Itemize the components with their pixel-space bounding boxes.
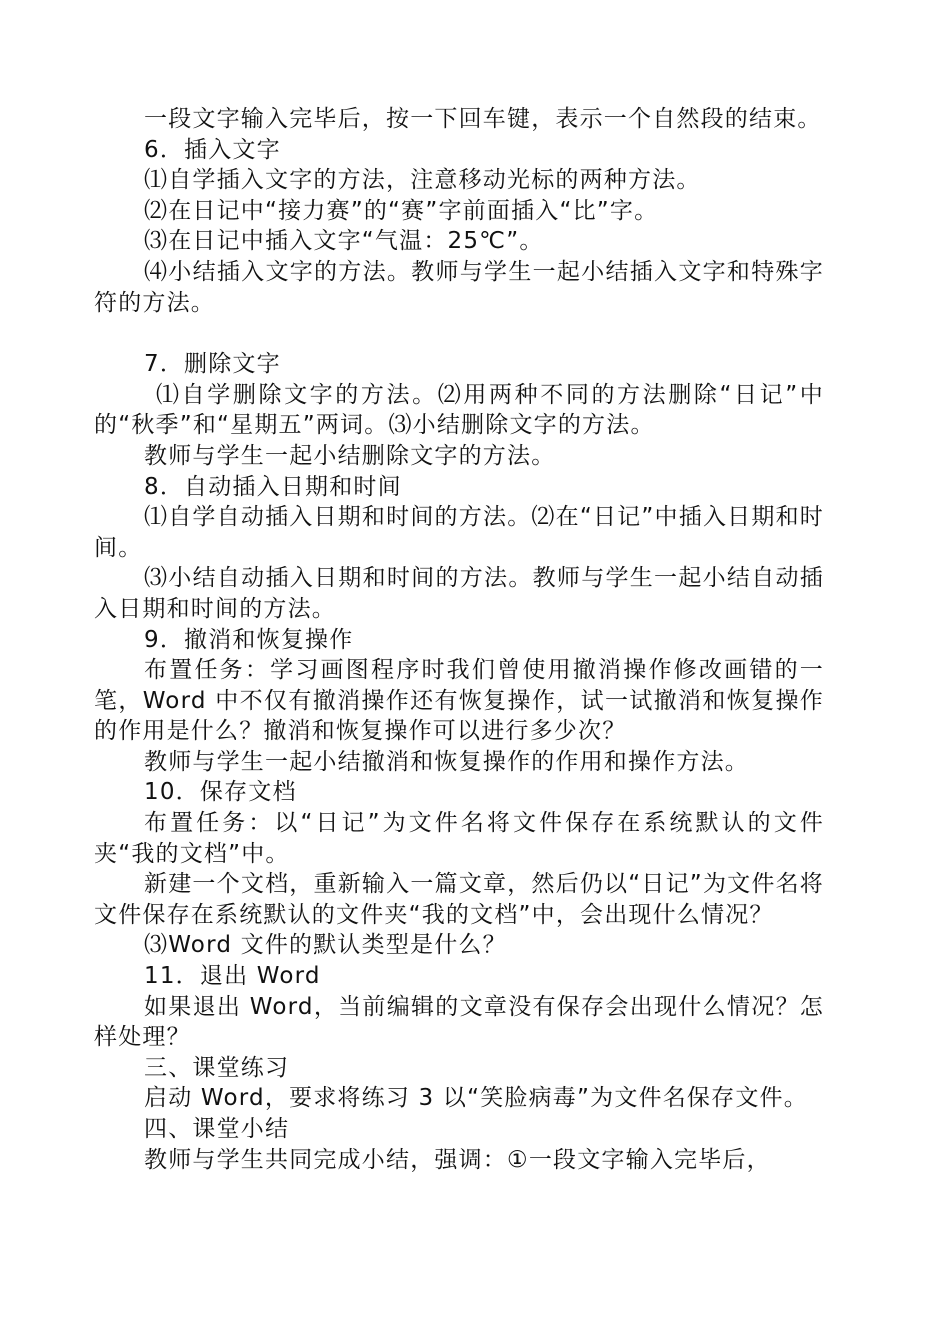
insert-step-3: ⑶在日记中插入文字“气温：25℃”。 [144, 228, 544, 255]
delete-steps: ⑴自学删除文字的方法。⑵用两种不同的方法删除“日记”中的“秋季”和“星期五”两词。⑶小结删除文字的方法。 [94, 381, 824, 439]
heading-insert-text: 6．插入文字 [144, 136, 281, 163]
auto-date-steps: ⑴自学自动插入日期和时间的方法。⑵在“日记”中插入日期和时间。 [94, 504, 824, 561]
save-new-document: 新建一个文档，重新输入一篇文章，然后仍以“日记”为文件名将文件保存在系统默认的文件夹“我的文档”中，会出现什么情况？ [94, 871, 824, 928]
insert-step-1: ⑴自学插入文字的方法，注意移动光标的两种方法。 [144, 167, 701, 194]
auto-date-summary: ⑶小结自动插入日期和时间的方法。教师与学生一起小结自动插入日期和时间的方法。 [94, 565, 824, 622]
heading-exit-word: 11．退出 Word [144, 963, 321, 990]
document-body [94, 104, 824, 1175]
undo-redo-summary: 教师与学生一起小结撤消和恢复操作的作用和操作方法。 [144, 748, 749, 775]
insert-step-2: ⑵在日记中“接力赛”的“赛”字前面插入“比”字。 [144, 197, 659, 224]
insert-step-4: ⑷小结插入文字的方法。教师与学生一起小结插入文字和特殊字符的方法。 [94, 258, 824, 316]
undo-redo-task: 布置任务：学习画图程序时我们曾使用撤消操作修改画错的一笔，Word 中不仅有撤消操作还有恢复操作，试一试撤消和恢复操作的作用是什么？撤消和恢复操作可以进行多少次？ [94, 657, 824, 745]
heading-save-document: 10．保存文档 [144, 779, 297, 806]
exit-word-question: 如果退出 Word，当前编辑的文章没有保存会出现什么情况？怎样处理？ [94, 993, 824, 1051]
paragraph-enter-key: 一段文字输入完毕后，按一下回车键，表示一个自然段的结束。 [144, 106, 822, 132]
heading-auto-date: 8．自动插入日期和时间 [144, 473, 402, 500]
save-task: 布置任务：以“日记”为文件名将文件保存在系统默认的文件夹“我的文档”中。 [94, 810, 824, 867]
practice-task: 启动 Word，要求将练习 3 以“笑脸病毒”为文件名保存文件。 [144, 1085, 808, 1112]
delete-summary: 教师与学生一起小结删除文字的方法。 [144, 442, 556, 469]
save-default-type: ⑶Word 文件的默认类型是什么？ [144, 932, 507, 959]
heading-class-practice: 三、课堂练习 [144, 1054, 290, 1081]
summary-text: 教师与学生共同完成小结，强调：①一段文字输入完毕后， [144, 1146, 771, 1173]
heading-delete-text: 7．删除文字 [144, 351, 281, 378]
heading-undo-redo: 9．撤消和恢复操作 [144, 626, 354, 653]
heading-class-summary: 四、课堂小结 [144, 1116, 290, 1142]
